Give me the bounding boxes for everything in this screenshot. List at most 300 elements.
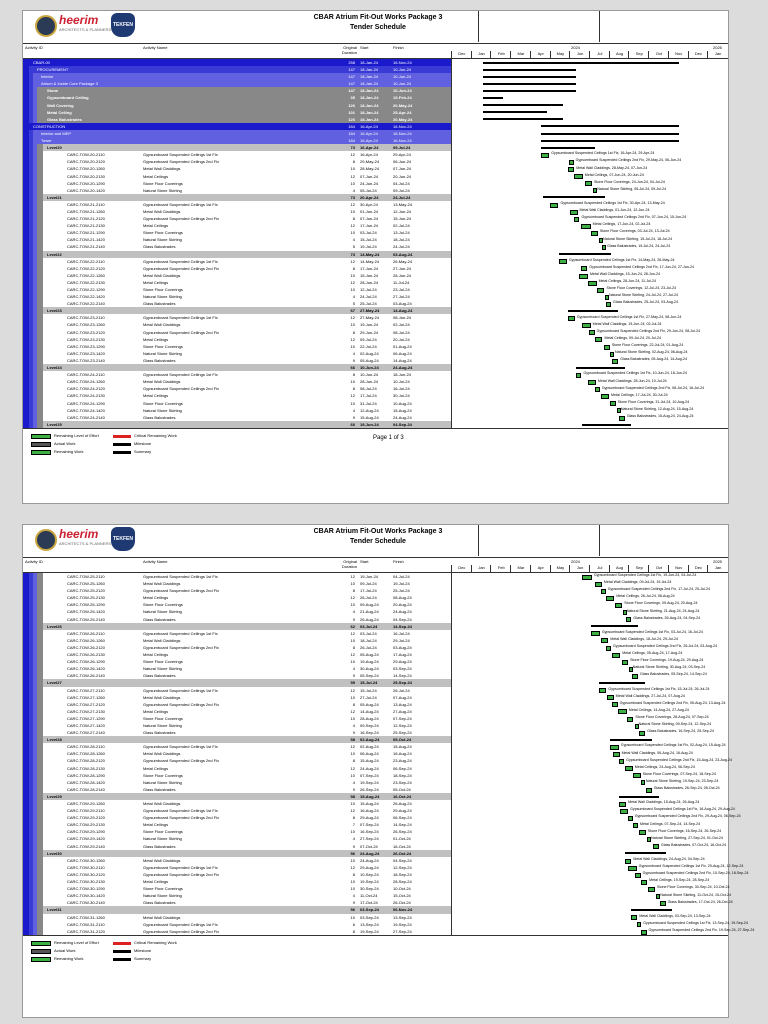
col-activity-id: Activity ID xyxy=(25,559,43,564)
activity-start: 05-Jul-24 xyxy=(360,187,377,193)
summary-bar[interactable] xyxy=(541,125,679,127)
activity-name: Gypsumboard Suspended Ceilings 2nd Fix xyxy=(143,265,220,271)
activity-duration: 8 xyxy=(352,372,355,378)
summary-bar[interactable] xyxy=(576,367,625,369)
bar-label: Metal Ceilings, 05-Aug-24, 17-Aug-24 xyxy=(622,651,683,656)
activity-duration: 12 xyxy=(350,201,355,207)
activity-row[interactable] xyxy=(45,708,451,715)
activity-start: 26-Jul-24 xyxy=(360,644,377,650)
remaining-work-bar[interactable] xyxy=(641,930,646,935)
activity-row[interactable] xyxy=(45,400,451,407)
activity-name: Metal Wall Claddings xyxy=(143,751,181,757)
remaining-work-bar[interactable] xyxy=(625,859,632,864)
month-cell: Jan xyxy=(471,565,492,572)
activity-row[interactable] xyxy=(45,892,451,899)
activity-row[interactable] xyxy=(45,180,451,187)
activity-duration: 35 xyxy=(350,95,355,101)
remaining-work-bar[interactable] xyxy=(637,922,641,927)
legend-item xyxy=(31,441,76,446)
activity-start: 16-Aug-24 xyxy=(360,808,379,814)
activity-row[interactable] xyxy=(45,864,451,871)
wbs-summary-row[interactable] xyxy=(43,102,451,109)
remaining-work-bar[interactable] xyxy=(576,373,581,378)
remaining-work-bar[interactable] xyxy=(612,653,620,658)
activity-row[interactable] xyxy=(45,928,451,935)
activity-row[interactable] xyxy=(45,378,451,385)
activity-row[interactable] xyxy=(45,672,451,679)
summary-bar[interactable] xyxy=(483,62,679,64)
gantt-chart xyxy=(451,59,728,428)
summary-bar[interactable] xyxy=(483,76,576,78)
activity-finish: 11-Jul-24 xyxy=(393,279,410,285)
activity-row[interactable] xyxy=(45,757,451,764)
activity-row[interactable] xyxy=(45,914,451,921)
activity-row[interactable] xyxy=(45,616,451,623)
activity-duration: 6 xyxy=(352,921,355,927)
activity-finish: 20-Jun-24 xyxy=(393,173,412,179)
wbs-summary-row[interactable] xyxy=(43,421,451,428)
activity-row[interactable] xyxy=(45,414,451,421)
activity-row[interactable] xyxy=(45,885,451,892)
bar-label: Gypsumboard Suspended Ceilings 2nd Fix, 26-Jul-24, 03-Aug-24 xyxy=(613,644,718,648)
remaining-work-bar[interactable] xyxy=(647,837,651,842)
activity-name: Metal Ceilings xyxy=(143,652,169,658)
remaining-work-bar[interactable] xyxy=(641,880,647,885)
bar-label: Natural Stone Skirting, 24-Jul-24, 27-Jul-24 xyxy=(609,293,678,298)
legend-actual-work-icon xyxy=(31,949,51,954)
activity-row[interactable] xyxy=(45,772,451,779)
remaining-work-bar[interactable] xyxy=(619,802,626,807)
remaining-work-bar[interactable] xyxy=(599,688,606,693)
month-cell: Oct xyxy=(648,51,669,58)
bar-label: Gypsumboard Suspended Ceilings 2nd Fix, 19-Sep-24, 27-Sep-24 xyxy=(648,928,755,932)
summary-bar[interactable] xyxy=(619,796,659,798)
activity-name: Glass Balustrades xyxy=(143,786,176,792)
wbs-summary-row[interactable] xyxy=(43,307,451,314)
remaining-work-bar[interactable] xyxy=(588,380,596,385)
activity-row[interactable] xyxy=(45,743,451,750)
remaining-work-bar[interactable] xyxy=(639,830,646,835)
activity-row[interactable] xyxy=(45,921,451,928)
activity-row[interactable] xyxy=(45,857,451,864)
remaining-work-bar[interactable] xyxy=(615,603,622,608)
activity-row[interactable] xyxy=(45,814,451,821)
activity-row[interactable] xyxy=(45,392,451,399)
activity-row[interactable] xyxy=(45,286,451,293)
remaining-work-bar[interactable] xyxy=(633,823,638,828)
remaining-work-bar[interactable] xyxy=(588,281,597,286)
activity-row[interactable] xyxy=(45,765,451,772)
activity-duration: 101 xyxy=(348,109,355,115)
activity-row[interactable] xyxy=(45,343,451,350)
activity-id: CARC-TOW-26-2140 xyxy=(67,673,105,679)
summary-bar[interactable] xyxy=(582,424,631,426)
activity-row[interactable] xyxy=(45,601,451,608)
activity-start: 16-Apr-24 xyxy=(360,152,378,158)
wbs-summary-row[interactable] xyxy=(37,137,451,144)
remaining-work-bar[interactable] xyxy=(618,709,627,714)
wbs-summary-row[interactable] xyxy=(43,364,451,371)
activity-row[interactable] xyxy=(45,215,451,222)
wbs-summary-row[interactable] xyxy=(37,130,451,137)
bar-label: Gypsumboard Suspended Ceilings 2nd Fix, 08-Jul-24, 16-Jul-24 xyxy=(601,385,705,390)
activity-id: Level20 xyxy=(47,145,62,151)
activity-id: CARC-TOW-20-1260 xyxy=(67,166,105,172)
activity-row[interactable] xyxy=(45,644,451,651)
remaining-work-bar[interactable] xyxy=(595,387,600,392)
remaining-work-bar[interactable] xyxy=(646,788,652,793)
activity-row[interactable] xyxy=(45,265,451,272)
remaining-work-bar[interactable] xyxy=(625,766,633,771)
activity-finish: 04-Jul-24 xyxy=(393,180,410,186)
activity-row[interactable] xyxy=(45,658,451,665)
remaining-work-bar[interactable] xyxy=(597,288,604,293)
activity-row[interactable] xyxy=(45,608,451,615)
activity-duration: 10 xyxy=(350,715,355,721)
activity-duration: 4 xyxy=(352,350,355,356)
activity-name: Stone Floor Coverings xyxy=(143,180,183,186)
remaining-work-bar[interactable] xyxy=(601,394,610,399)
remaining-work-bar[interactable] xyxy=(627,717,633,722)
month-cell: Jan xyxy=(471,51,492,58)
activity-name: Gypsumboard Suspended Ceilings 2nd Fix xyxy=(143,329,220,335)
summary-bar[interactable] xyxy=(568,310,619,312)
activity-row[interactable] xyxy=(45,329,451,336)
activity-start: 30-Sep-24 xyxy=(360,886,379,892)
activity-id: Level30 xyxy=(47,850,62,856)
remaining-work-bar[interactable] xyxy=(631,915,638,920)
activity-row[interactable] xyxy=(45,229,451,236)
activity-row[interactable] xyxy=(45,272,451,279)
remaining-work-bar[interactable] xyxy=(582,323,591,328)
remaining-work-bar[interactable] xyxy=(641,780,645,785)
activity-row[interactable] xyxy=(45,843,451,850)
activity-id: Wall Covering xyxy=(47,102,74,108)
activity-row[interactable] xyxy=(45,573,451,580)
activity-row[interactable] xyxy=(45,899,451,906)
wbs-summary-row[interactable] xyxy=(43,906,451,913)
activity-row[interactable] xyxy=(45,321,451,328)
bar-label: Glass Balustrades, 05-Aug-24, 14-Aug-24 xyxy=(620,357,687,362)
remaining-work-bar[interactable] xyxy=(610,745,619,750)
activity-duration: 8 xyxy=(352,928,355,934)
remaining-work-bar[interactable] xyxy=(541,153,550,158)
activity-id: CARC-TOW-28-2110 xyxy=(67,744,105,750)
activity-start: 26-Jul-24 xyxy=(360,595,377,601)
activity-name: Gypsumboard Suspended Ceilings 2nd Fix xyxy=(143,815,220,821)
activity-row[interactable] xyxy=(45,385,451,392)
remaining-work-bar[interactable] xyxy=(656,894,660,899)
bar-label: Glass Balustrades, 19-Jul-24, 24-Jul-24 xyxy=(607,243,671,248)
activity-id: CARC-TOW-20-2130 xyxy=(67,173,105,179)
remaining-work-bar[interactable] xyxy=(606,646,611,651)
summary-bar[interactable] xyxy=(483,83,576,85)
col-activity-name: Activity Name xyxy=(143,559,168,564)
activity-row[interactable] xyxy=(45,222,451,229)
activity-row[interactable] xyxy=(45,665,451,672)
remaining-work-bar[interactable] xyxy=(619,759,624,764)
activity-row[interactable] xyxy=(45,243,451,250)
summary-bar[interactable] xyxy=(625,852,666,854)
activity-start: 01-Jun-24 xyxy=(360,208,379,214)
remaining-work-bar[interactable] xyxy=(593,188,597,193)
activity-name: Metal Wall Claddings xyxy=(143,857,181,863)
remaining-work-bar[interactable] xyxy=(568,167,574,172)
remaining-work-bar[interactable] xyxy=(622,660,629,665)
activity-start: 14-May-24 xyxy=(360,251,380,257)
wbs-summary-row[interactable] xyxy=(29,123,451,130)
activity-row[interactable] xyxy=(45,350,451,357)
activity-row[interactable] xyxy=(45,371,451,378)
wbs-summary-row[interactable] xyxy=(43,87,451,94)
wbs-summary-row[interactable] xyxy=(43,736,451,743)
activity-duration: 10 xyxy=(350,857,355,863)
wbs-summary-row[interactable] xyxy=(43,144,451,151)
remaining-work-bar[interactable] xyxy=(579,274,588,279)
wbs-summary-row[interactable] xyxy=(37,80,451,87)
activity-row[interactable] xyxy=(45,800,451,807)
activity-id: CARC-TOW-29-2120 xyxy=(67,815,105,821)
remaining-work-bar[interactable] xyxy=(595,337,602,342)
remaining-work-bar[interactable] xyxy=(574,174,583,179)
activity-row[interactable] xyxy=(45,300,451,307)
activity-row[interactable] xyxy=(45,279,451,286)
summary-bar[interactable] xyxy=(483,118,563,120)
remaining-work-bar[interactable] xyxy=(601,589,606,594)
activity-row[interactable] xyxy=(45,807,451,814)
remaining-work-bar[interactable] xyxy=(589,330,595,335)
remaining-work-bar[interactable] xyxy=(585,181,592,186)
remaining-work-bar[interactable] xyxy=(604,345,610,350)
activity-row[interactable] xyxy=(45,871,451,878)
activity-id: CARC-TOW-22-1290 xyxy=(67,287,105,292)
remaining-work-bar[interactable] xyxy=(626,617,631,622)
activity-row[interactable] xyxy=(45,208,451,215)
activity-row[interactable] xyxy=(45,651,451,658)
activity-row[interactable] xyxy=(45,357,451,364)
activity-row[interactable] xyxy=(45,786,451,793)
remaining-work-bar[interactable] xyxy=(628,866,637,871)
activity-id: CARC-TOW-22-2110 xyxy=(67,258,105,264)
activity-row[interactable] xyxy=(45,201,451,208)
activity-id: CARC-TOW-28-1420 xyxy=(67,779,105,785)
activity-row[interactable] xyxy=(45,835,451,842)
activity-start: 10-Jun-24 xyxy=(360,372,379,378)
activity-id: Level22 xyxy=(47,251,62,257)
summary-bar[interactable] xyxy=(483,111,547,113)
activity-row[interactable] xyxy=(45,236,451,243)
remaining-work-bar[interactable] xyxy=(648,887,655,892)
summary-bar[interactable] xyxy=(541,133,679,135)
activity-id: CARC-TOW-29-2140 xyxy=(67,843,105,849)
activity-row[interactable] xyxy=(45,173,451,180)
activity-name: Glass Balustrades xyxy=(143,301,176,307)
remaining-work-bar[interactable] xyxy=(635,873,640,878)
remaining-work-bar[interactable] xyxy=(582,575,592,580)
remaining-work-bar[interactable] xyxy=(613,752,620,757)
wbs-summary-row[interactable] xyxy=(43,116,451,123)
legend-item xyxy=(113,940,177,945)
activity-row[interactable] xyxy=(45,165,451,172)
activity-start: 29-Jun-24 xyxy=(360,329,379,335)
activity-id: CARC-TOW-23-1260 xyxy=(67,322,105,328)
remaining-work-bar[interactable] xyxy=(610,401,616,406)
activity-row[interactable] xyxy=(45,828,451,835)
activity-row[interactable] xyxy=(45,694,451,701)
month-cell: Mar xyxy=(510,51,531,58)
activity-row[interactable] xyxy=(45,637,451,644)
activity-row[interactable] xyxy=(45,336,451,343)
wbs-summary-row[interactable] xyxy=(37,73,451,80)
legend-item xyxy=(113,449,151,454)
remaining-work-bar[interactable] xyxy=(612,702,617,707)
activity-row[interactable] xyxy=(45,715,451,722)
activity-start: 03-Jul-24 xyxy=(360,230,377,236)
activity-name: Natural Stone Skirting xyxy=(143,893,182,899)
legend-item xyxy=(31,956,84,961)
summary-bar[interactable] xyxy=(483,97,503,99)
activity-id: CARC-TOW-22-2140 xyxy=(67,301,105,307)
activity-start: 26-Sep-24 xyxy=(360,786,379,792)
remaining-work-bar[interactable] xyxy=(591,631,600,636)
activity-row[interactable] xyxy=(45,258,451,265)
activity-row[interactable] xyxy=(45,314,451,321)
activity-start: 27-Jul-24 xyxy=(360,694,377,700)
remaining-work-bar[interactable] xyxy=(569,160,574,165)
activity-row[interactable] xyxy=(45,594,451,601)
activity-row[interactable] xyxy=(45,687,451,694)
summary-bar[interactable] xyxy=(559,253,611,255)
activity-row[interactable] xyxy=(45,722,451,729)
remaining-work-bar[interactable] xyxy=(595,582,602,587)
remaining-work-bar[interactable] xyxy=(653,844,659,849)
bar-label: Gypsumboard Suspended Ceilings 1st Fix, 16-Apr-24, 29-Apr-24 xyxy=(551,151,655,156)
bar-label: Metal Wall Claddings, 03-Sep-24, 13-Sep-24 xyxy=(639,913,711,918)
wbs-summary-row[interactable] xyxy=(43,850,451,857)
wbs-summary-row[interactable] xyxy=(43,109,451,116)
remaining-work-bar[interactable] xyxy=(660,901,666,906)
bar-label: Metal Ceilings, 07-Jun-24, 20-Jun-24 xyxy=(584,172,644,177)
wbs-summary-row[interactable] xyxy=(43,251,451,258)
activity-row[interactable] xyxy=(45,151,451,158)
summary-bar[interactable] xyxy=(543,196,605,198)
activity-row[interactable] xyxy=(45,750,451,757)
activity-row[interactable] xyxy=(45,779,451,786)
summary-bar[interactable] xyxy=(599,682,645,684)
remaining-work-bar[interactable] xyxy=(639,731,645,736)
summary-bar[interactable] xyxy=(483,69,576,71)
remaining-work-bar[interactable] xyxy=(632,674,638,679)
activity-finish: 07-Jun-24 xyxy=(393,166,412,172)
legend-critical-icon xyxy=(113,942,131,945)
remaining-work-bar[interactable] xyxy=(620,809,629,814)
remaining-work-bar[interactable] xyxy=(574,217,579,222)
wbs-summary-row[interactable] xyxy=(29,59,451,66)
activity-row[interactable] xyxy=(45,587,451,594)
activity-finish: 14-Sep-24 xyxy=(393,673,412,679)
remaining-work-bar[interactable] xyxy=(628,816,633,821)
activity-name: Stone Floor Coverings xyxy=(143,230,183,236)
activity-row[interactable] xyxy=(45,293,451,300)
remaining-work-bar[interactable] xyxy=(591,231,598,236)
activity-finish: 24-Aug-24 xyxy=(393,414,412,420)
remaining-work-bar[interactable] xyxy=(612,359,618,364)
wbs-summary-row[interactable] xyxy=(43,194,451,201)
remaining-work-bar[interactable] xyxy=(601,638,608,643)
activity-name: Gypsumboard Suspended Ceilings 2nd Fix xyxy=(143,216,220,222)
activity-row[interactable] xyxy=(45,701,451,708)
activity-finish: 16-Nov-24 xyxy=(393,123,412,129)
legend-item xyxy=(31,940,99,945)
remaining-work-bar[interactable] xyxy=(606,596,614,601)
summary-bar[interactable] xyxy=(483,104,563,106)
remaining-work-bar[interactable] xyxy=(633,773,640,778)
activity-id: CARC-TOW-26-2130 xyxy=(67,652,105,658)
summary-bar[interactable] xyxy=(631,909,672,911)
remaining-work-bar[interactable] xyxy=(607,695,614,700)
activity-name: Stone Floor Coverings xyxy=(143,886,183,892)
activity-row[interactable] xyxy=(45,821,451,828)
activity-name: Metal Wall Claddings xyxy=(143,801,181,806)
activity-duration: 12 xyxy=(350,744,355,750)
activity-row[interactable] xyxy=(45,187,451,194)
activity-finish: 08-Jun-24 xyxy=(393,315,412,321)
bar-label: Gypsumboard Suspended Ceilings 1st Fix, 02-Aug-24, 15-Aug-24 xyxy=(620,743,726,748)
wbs-summary-row[interactable] xyxy=(33,66,451,73)
activity-id: CARC-TOW-22-1420 xyxy=(67,294,105,300)
activity-start: 16-Apr-24 xyxy=(360,130,378,136)
wbs-summary-row[interactable] xyxy=(43,793,451,800)
wbs-summary-row[interactable] xyxy=(43,679,451,686)
activity-row[interactable] xyxy=(45,630,451,637)
activity-id: CARC-TOW-20-1290 xyxy=(67,180,105,186)
remaining-work-bar[interactable] xyxy=(602,245,606,250)
wbs-summary-row[interactable] xyxy=(43,623,451,630)
legend-label: Summary xyxy=(134,956,152,962)
activity-id: CARC-TOW-23-2110 xyxy=(67,315,105,321)
remaining-work-bar[interactable] xyxy=(581,266,588,271)
activity-finish: 16-Oct-24 xyxy=(393,793,412,799)
remaining-work-bar[interactable] xyxy=(619,416,625,421)
activity-id: CARC-TOW-30-2130 xyxy=(67,879,105,885)
summary-bar[interactable] xyxy=(541,140,679,142)
wbs-summary-row[interactable] xyxy=(43,94,451,101)
summary-bar[interactable] xyxy=(610,739,651,741)
activity-id: Level21 xyxy=(47,194,62,200)
remaining-work-bar[interactable] xyxy=(581,224,591,229)
activity-start: 29-May-24 xyxy=(360,159,380,165)
activity-start: 09-Jul-24 xyxy=(360,336,377,342)
activity-finish: 10-Jun-24 xyxy=(393,81,412,87)
activity-start: 29-Aug-24 xyxy=(360,864,379,870)
remaining-work-bar[interactable] xyxy=(550,203,559,208)
remaining-work-bar[interactable] xyxy=(570,210,577,215)
remaining-work-bar[interactable] xyxy=(610,352,614,357)
activity-id: CBAR-00 xyxy=(33,60,50,65)
summary-bar[interactable] xyxy=(591,625,638,627)
activity-row[interactable] xyxy=(45,878,451,885)
activity-row[interactable] xyxy=(45,158,451,165)
activity-row[interactable] xyxy=(45,407,451,414)
summary-bar[interactable] xyxy=(483,90,576,92)
activity-row[interactable] xyxy=(45,580,451,587)
activity-duration: 8 xyxy=(352,265,355,271)
remaining-work-bar[interactable] xyxy=(559,259,567,264)
remaining-work-bar[interactable] xyxy=(568,316,575,321)
summary-bar[interactable] xyxy=(541,147,596,149)
activity-row[interactable] xyxy=(45,729,451,736)
remaining-work-bar[interactable] xyxy=(606,302,611,307)
